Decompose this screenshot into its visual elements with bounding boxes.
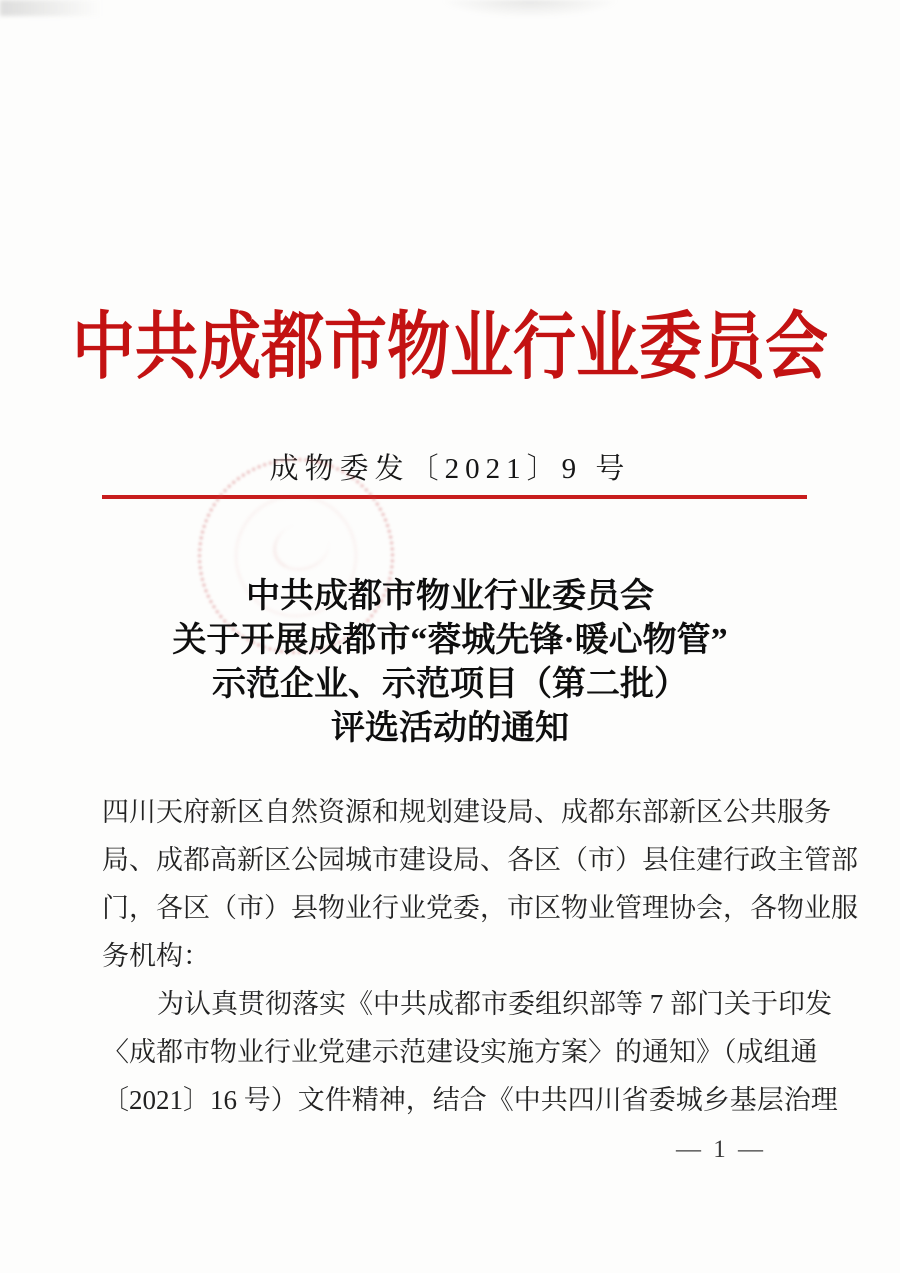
page-number: — 1 — — [676, 1136, 766, 1163]
body-line: 务机构： — [102, 941, 210, 971]
body-line: 〈成都市物业行业党建示范建设实施方案〉的通知》（成组通 — [102, 1037, 818, 1067]
body-line: 四川天府新区自然资源和规划建设局、成都东部新区公共服务 — [102, 797, 831, 827]
document-issue-number: 成物委发〔2021〕9 号 — [269, 453, 631, 485]
body-line: 〔2021〕16 号）文件精神，结合《中共四川省委城乡基层治理 — [102, 1085, 838, 1115]
notice-title-line: 示范企业、示范项目（第二批） — [212, 666, 688, 703]
notice-title-line: 中共成都市物业行业委员会 — [246, 578, 654, 615]
letterhead-org-name: 中共成都市物业行业委员会 — [72, 306, 828, 388]
letterhead-divider-rule — [102, 495, 807, 499]
body-line: 局、成都高新区公园城市建设局、各区（市）县住建行政主管部 — [102, 845, 858, 875]
scan-artifact-smudge — [0, 0, 120, 16]
notice-title — [0, 575, 900, 751]
body-text — [102, 788, 858, 1124]
notice-title-line: 评选活动的通知 — [331, 710, 569, 747]
body-line: 门，各区（市）县物业行业党委，市区物业管理协会，各物业服 — [102, 893, 858, 923]
scan-artifact-smudge — [440, 0, 620, 18]
notice-title-line: 关于开展成都市“蓉城先锋·暖心物管” — [172, 622, 728, 659]
body-line: 为认真贯彻落实《中共成都市委组织部等 7 部门关于印发 — [157, 989, 832, 1019]
